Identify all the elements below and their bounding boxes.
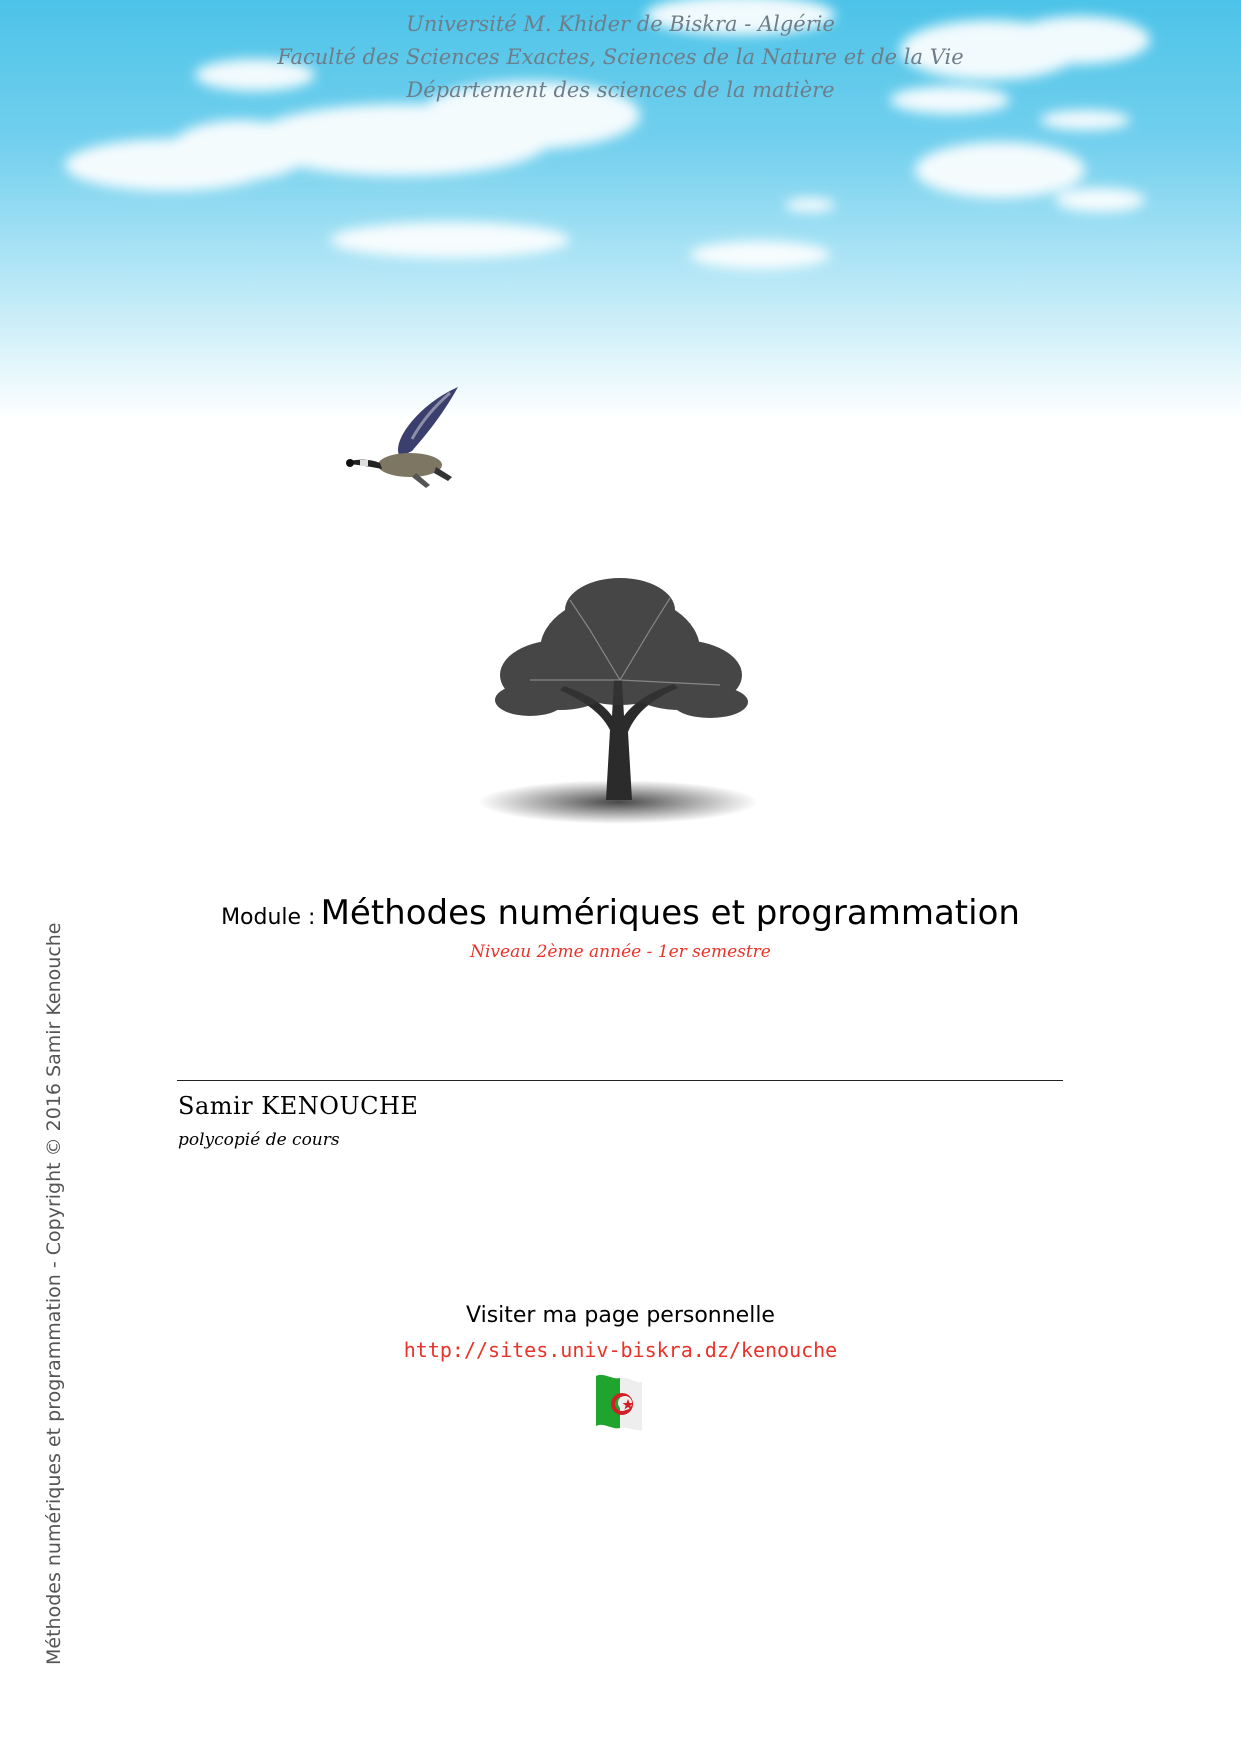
personal-page-link[interactable]: http://sites.univ-biskra.dz/kenouche: [403, 1338, 838, 1362]
goose-illustration: [340, 385, 470, 495]
institution-header: [0, 8, 1241, 107]
visit-label: Visiter ma page personnelle: [466, 1303, 775, 1328]
level-info: Niveau 2ème année - 1er semestre: [470, 942, 771, 962]
faculty-name: Faculté des Sciences Exactes, Sciences de la Nature et de la Vie: [277, 45, 964, 69]
side-copyright: Méthodes numériques et programmation - Copyright © 2016 Samir Kenouche: [43, 922, 65, 1665]
tree-illustration: [470, 570, 770, 830]
module-heading: [0, 893, 1241, 933]
university-name: Université M. Khider de Biskra - Algérie: [406, 12, 835, 36]
document-type: polycopié de cours: [178, 1130, 340, 1150]
department-name: Département des sciences de la matière: [406, 78, 835, 102]
algeria-flag-icon: [590, 1372, 646, 1432]
horizontal-rule: [177, 1080, 1063, 1081]
author-name: Samir KENOUCHE: [178, 1092, 419, 1120]
module-label: Module :: [221, 905, 316, 930]
module-title: Méthodes numériques et programmation: [320, 893, 1020, 933]
